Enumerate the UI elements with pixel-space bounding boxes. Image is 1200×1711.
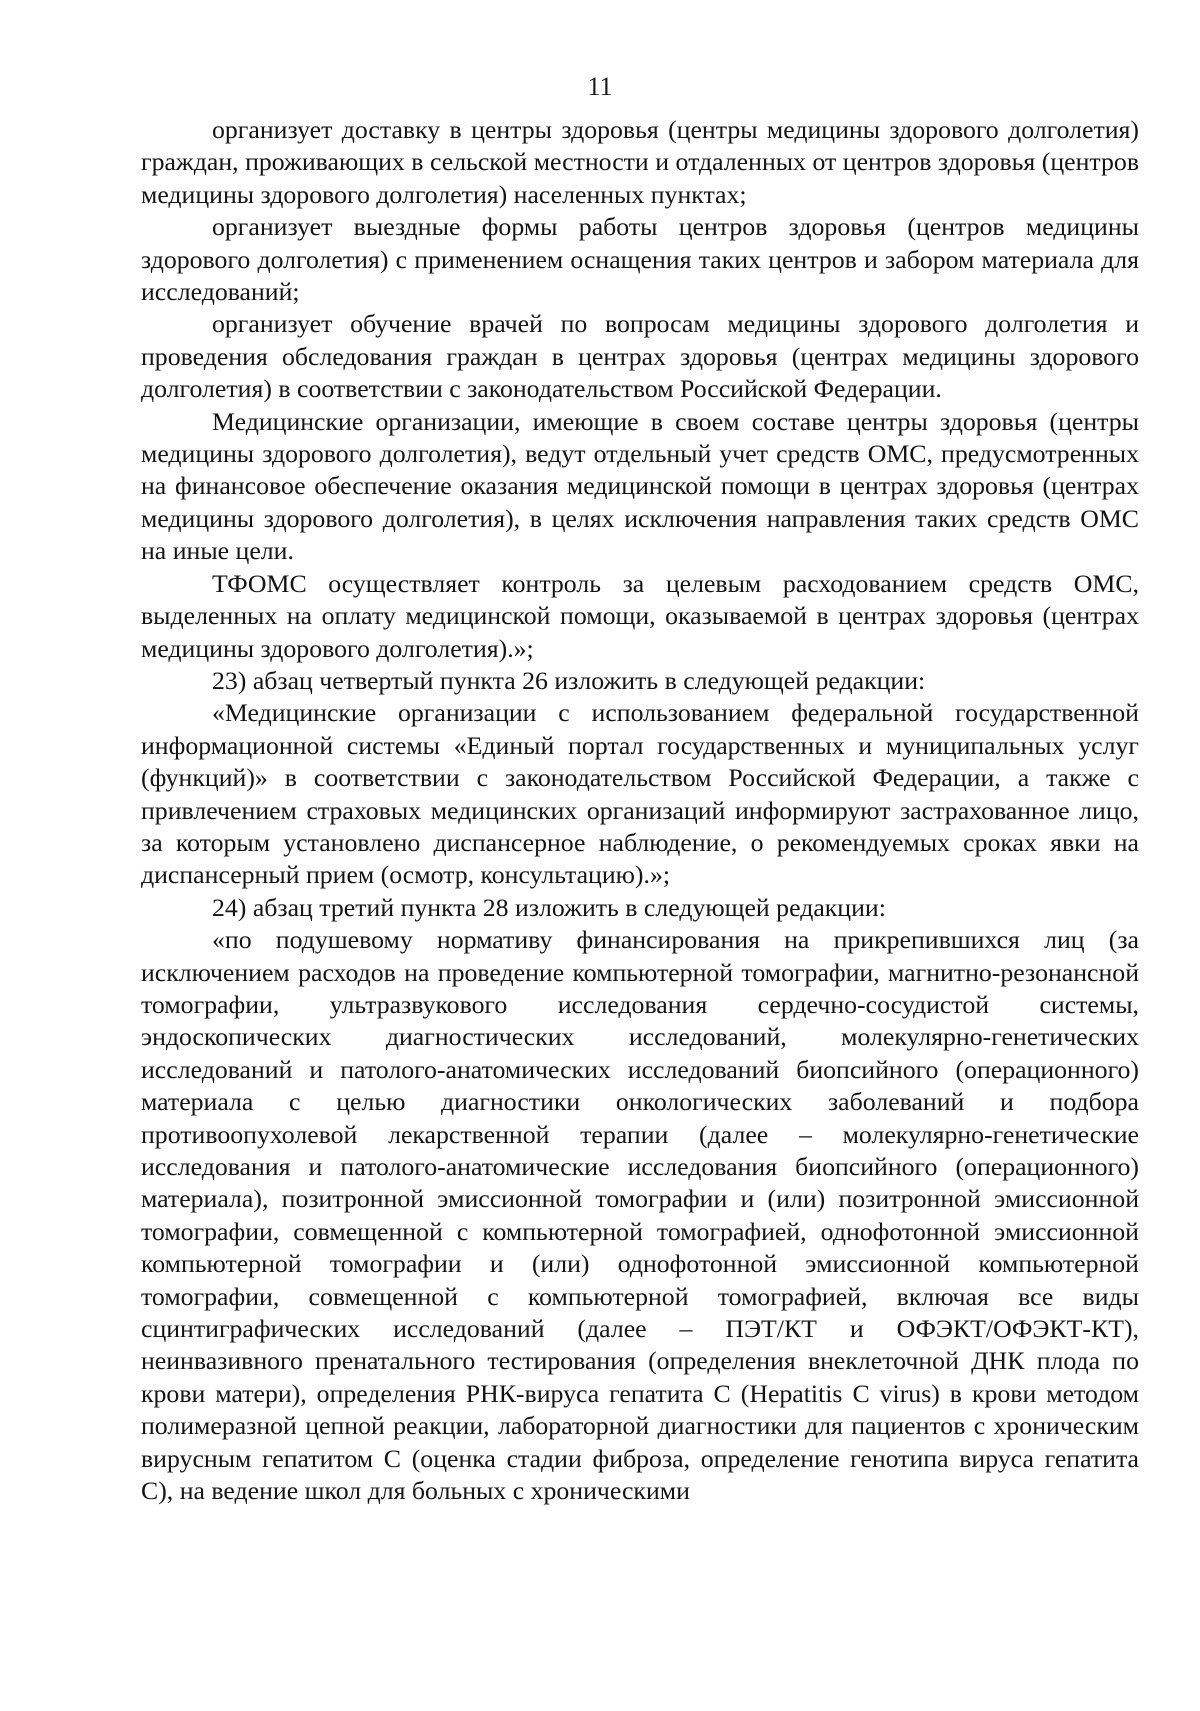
paragraph: организует обучение врачей по вопросам медицины здорового долголетия и проведения обследования граждан в центрах здоровья (центрах медицины здорового долголетия) в соответствии с законодательством Российской Федерации. [141, 309, 1139, 404]
paragraph: 23) абзац четвертый пункта 26 изложить в следующей редакции: [212, 665, 926, 695]
document-body [141, 114, 1139, 1507]
paragraph: организует выездные формы работы центров здоровья (центров медицины здорового долголетия) с применением оснащения таких центров и забором материала для исследований; [141, 212, 1139, 307]
paragraph: «по подушевому нормативу финансирования на прикрепившихся лиц (за исключением расходов на проведение компьютерной томографии, магнитно-резонансной томографии, ультразвукового исследования сердечно-сосудистой системы, эндоскопических диагностических исследований, молекулярно-генетических исследований и патолого-анатомических исследований биопсийного (операционного) материала с целью диагностики онкологических заболеваний и подбора противоопухолевой лекарственной терапии (далее – молекулярно-генетические исследования и патолого-анатомические исследования биопсийного (операционного) материала), позитронной эмиссионной томографии и (или) позитронной эмиссионной томографии, совмещенной с компьютерной томографией, однофотонной эмиссионной компьютерной томографии и (или) однофотонной эмиссионной компьютерной томографии, совмещенной с компьютерной томографией, включая все виды сцинтиграфических исследований (далее – ПЭТ/КТ и ОФЭКТ/ОФЭКТ-КТ), неинвазивного пренатального тестирования (определения внеклеточной ДНК плода по крови матери), определения РНК-вируса гепатита C (Hepatitis C virus) в крови методом полимеразной цепной реакции, лабораторной диагностики для пациентов с хроническим вирусным гепатитом C (оценка стадии фиброза, определение генотипа вируса гепатита C), на ведение школ для больных с хроническими [141, 925, 1139, 1506]
paragraph: ТФОМС осуществляет контроль за целевым расходованием средств ОМС, выделенных на оплату медицинской помощи, оказываемой в центрах здоровья (центрах медицины здорового долголетия).»; [141, 568, 1139, 663]
paragraph: «Медицинские организации с использованием федеральной государственной информационной системы «Единый портал государственных и муниципальных услуг (функций)» в соответствии с законодательством Российской Федерации, а также с привлечением страховых медицинских организаций информируют застрахованное лицо, за которым установлено диспансерное наблюдение, о рекомендуемых сроках явки на диспансерный прием (осмотр, консультацию).»; [141, 698, 1139, 890]
paragraph: организует доставку в центры здоровья (центры медицины здорового долголетия) граждан, проживающих в сельской местности и отдаленных от центров здоровья (центров медицины здорового долголетия) населенных пунктах; [141, 115, 1139, 209]
page-number: 11 [587, 72, 613, 101]
paragraph: Медицинские организации, имеющие в своем составе центры здоровья (центры медицины здорового долголетия), ведут отдельный учет средств ОМС, предусмотренных на финансовое обеспечение оказания медицинской помощи в центрах здоровья (центрах медицины здорового долголетия), в целях исключения направления таких средств ОМС на иные цели. [141, 406, 1139, 566]
paragraph: 24) абзац третий пункта 28 изложить в следующей редакции: [212, 892, 886, 922]
